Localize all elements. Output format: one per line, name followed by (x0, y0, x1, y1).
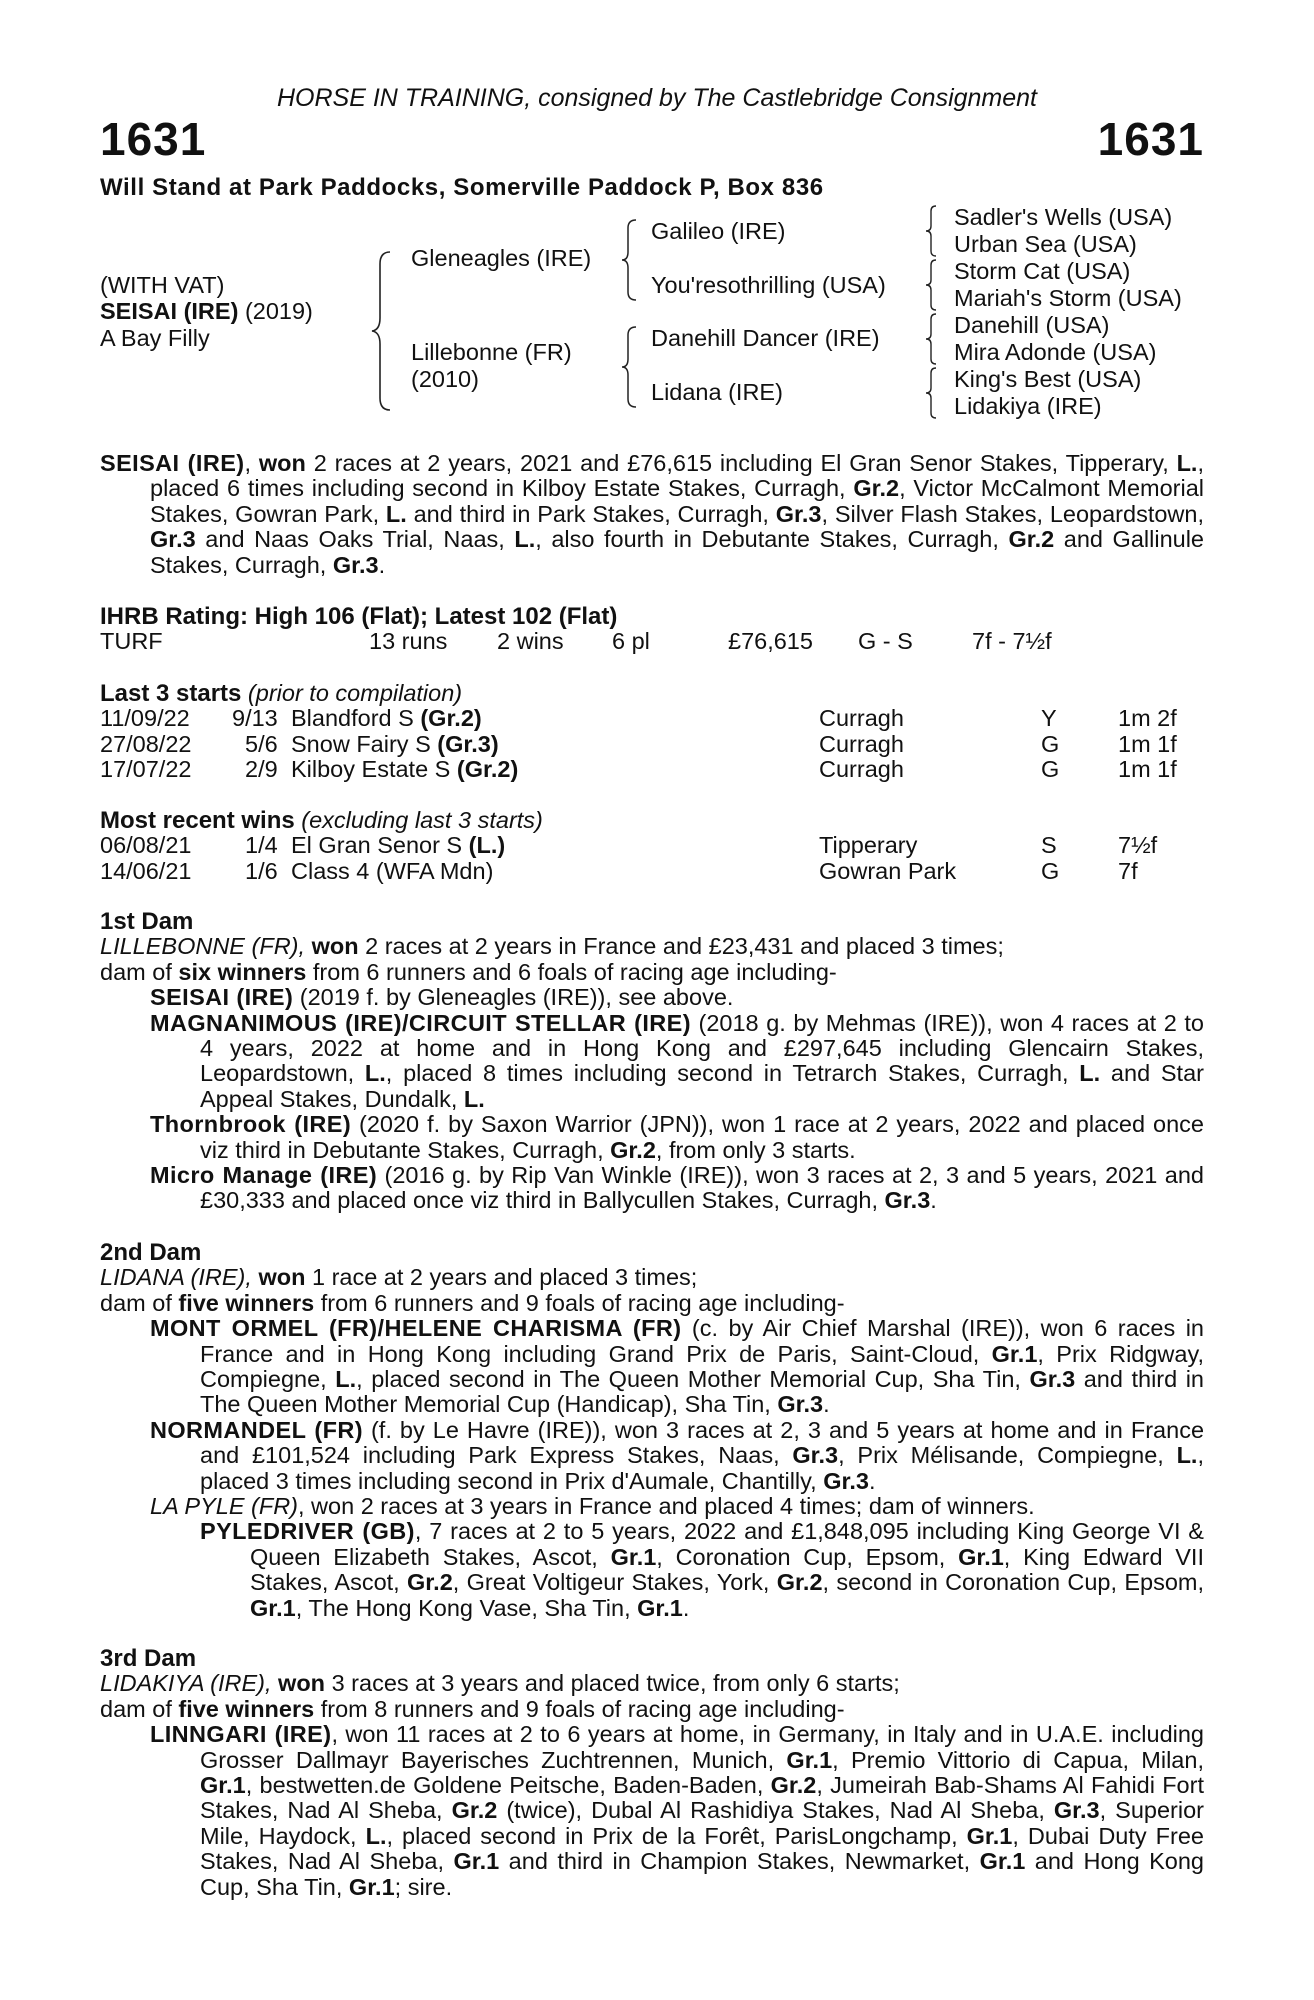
grade: L. (385, 500, 407, 527)
race-going: S (1041, 832, 1057, 859)
race-date: 11/09/22 (100, 705, 190, 732)
summary-text: and Naas Oaks Trial, Naas, (195, 526, 515, 553)
distance-range: 7f - 7½f (972, 628, 1052, 655)
race-position: 1/4 (245, 832, 278, 859)
race-name: Class 4 (WFA Mdn) (291, 857, 494, 884)
race-course: Tipperary (819, 832, 918, 859)
dam-sire: Danehill Dancer (IRE) (651, 325, 880, 351)
race-course: Curragh (819, 756, 904, 783)
table-row (100, 757, 1204, 782)
sire-brace (620, 218, 638, 302)
grade: L. (1176, 450, 1198, 476)
produce-entry: Micro Manage (IRE) (2016 g. by Rip Van Winkle (IRE)), won 3 races at 2, 3 and 5 years, 2021 and £30,333 and placed once viz third in Ballycullen Stakes, Curragh, Gr.3. (150, 1162, 1204, 1214)
runs: 13 runs (369, 628, 448, 655)
lot-number-left: 1631 (100, 113, 207, 165)
dam-name: LIDANA (IRE) (100, 1264, 246, 1291)
horse-name-line (100, 298, 313, 325)
race-date: 14/06/21 (100, 857, 192, 884)
sire-dam: You'resothrilling (USA) (651, 272, 886, 298)
summary-text: , Victor McCalmont Memorial Stakes, Gowran Park, (150, 475, 1204, 527)
first-dam-section (100, 909, 1204, 1214)
summary-horse-name: SEISAI (IRE) (100, 450, 245, 476)
second-dam-section (100, 1240, 1204, 1621)
race-date: 06/08/21 (100, 832, 192, 859)
dam-name: LILLEBONNE (FR) (100, 933, 299, 960)
racing-summary (100, 451, 1204, 578)
race-name: Kilboy Estate S (Gr.2) (291, 756, 519, 783)
produce-name: MONT ORMEL (FR)/HELENE CHARISMA (FR) (150, 1315, 682, 1342)
produce-entry: SEISAI (IRE) (2019 f. by Gleneagles (IRE)), see above. (150, 984, 734, 1011)
race-date: 17/07/22 (100, 756, 192, 783)
race-date: 27/08/22 (100, 730, 192, 757)
sire: Gleneagles (IRE) (411, 245, 592, 271)
sire-sire: Galileo (IRE) (651, 218, 786, 244)
race-going: G (1041, 857, 1060, 884)
second-dam-line: LIDANA (IRE), won 1 race at 2 years and placed 3 times; (100, 1264, 698, 1291)
recent-note: (excluding last 3 starts) (294, 807, 543, 833)
most-recent-wins (100, 808, 1204, 884)
ds-sire: Danehill (USA) (954, 312, 1110, 338)
earnings: £76,615 (728, 628, 813, 655)
last-3-starts (100, 681, 1204, 783)
race-going: G (1041, 756, 1060, 783)
race-name: Blandford S (Gr.2) (291, 705, 482, 732)
sd-brace (924, 258, 938, 312)
dam-year: (2010) (411, 366, 479, 392)
race-distance: 1m 1f (1118, 756, 1177, 783)
race-distance: 7½f (1118, 832, 1158, 859)
race-position: 2/9 (245, 756, 278, 783)
summary-paragraph: SEISAI (IRE), won 2 races at 2 years, 2021 and £76,615 including El Gran Senor Stakes, Tipperary, L., placed 6 times including second in Kilboy Estate Stakes, Curragh, Gr.2, Victor McCalmont Memorial Stakes, Gowran Park, L. and third in Park Stakes, Curragh, Gr.3, Silver Flash Stakes, Leopardstown, Gr.3 and Naas Oaks Trial, Naas, L., also fourth in Debutante Stakes, Curragh, Gr.2 and Gallinule Stakes, Curragh, Gr.3. (100, 450, 1204, 578)
produce-name: SEISAI (IRE) (150, 984, 294, 1011)
produce-entry: LINNGARI (IRE), won 11 races at 2 to 6 years at home, in Germany, in Italy and in U.A.E. including Grosser Dallmayr Bayerisches Zuchtrennen, Munich, Gr.1, Premio Vittorio di Capua, Milan, Gr.1, bestwetten.de Goldene Peitsche, Baden-Baden, Gr.2, Jumeirah Bab-Shams Al Fahidi Fort Stakes, Nad Al Sheba, Gr.2 (twice), Dubal Al Rashidiya Stakes, Nad Al Sheba, Gr.3, Superior Mile, Haydock, L., placed second in Prix de la Forêt, ParisLongchamp, Gr.1, Dubai Duty Free Stakes, Nad Al Sheba, Gr.1 and third in Champion Stakes, Newmarket, Gr.1 and Hong Kong Cup, Sha Tin, Gr.1; sire. (150, 1721, 1205, 1900)
table-row (100, 706, 1204, 731)
wins: 2 wins (497, 628, 564, 655)
race-name: Snow Fairy S (Gr.3) (291, 730, 499, 757)
turf-record (100, 629, 1204, 654)
ss-brace (924, 204, 938, 258)
third-dam-line: LIDAKIYA (IRE), won 3 races at 3 years and placed twice, from only 6 starts; (100, 1670, 900, 1697)
race-distance: 1m 1f (1118, 730, 1177, 757)
won-label: won (311, 933, 359, 960)
second-dam-title: 2nd Dam (100, 1239, 202, 1266)
dam-dam: Lidana (IRE) (651, 379, 783, 405)
produce-entry: NORMANDEL (FR) (f. by Le Havre (IRE)), won 3 races at 2, 3 and 5 years at home and in France and £101,524 including Park Express Stakes, Naas, Gr.3, Prix Mélisande, Compiegne, L., placed 3 times including second in Prix d'Aumale, Chantilly, Gr.3. (150, 1416, 1205, 1494)
race-course: Gowran Park (819, 857, 957, 884)
summary-text: , Silver Flash Stakes, Leopardstown, (821, 500, 1204, 527)
race-distance: 1m 2f (1118, 705, 1177, 732)
surface: TURF (100, 628, 163, 655)
produce-name: Micro Manage (IRE) (150, 1162, 378, 1189)
race-position: 5/6 (245, 730, 278, 757)
third-dam-section (100, 1646, 1204, 1900)
race-name: El Gran Senor S (L.) (291, 832, 506, 859)
ss-dam: Urban Sea (USA) (954, 231, 1137, 257)
race-position: 9/13 (232, 705, 278, 732)
summary-text: and Gallinule Stakes, Curragh, (150, 526, 1204, 578)
rating-section (100, 604, 1204, 655)
vat-note: (WITH VAT) (100, 272, 225, 298)
produce-name: Thornbrook (IRE) (150, 1111, 352, 1138)
third-dam-produce-line: dam of five winners from 8 runners and 9 foals of racing age including- (100, 1695, 845, 1722)
dam-name: LIDAKIYA (IRE) (100, 1670, 265, 1697)
grade: Gr.2 (1008, 526, 1055, 553)
summary-text: . (378, 551, 386, 578)
third-dam-title: 3rd Dam (100, 1645, 197, 1672)
race-course: Curragh (819, 705, 904, 732)
won-label: won (278, 1670, 326, 1697)
produce-entry: PYLEDRIVER (GB), 7 races at 2 to 5 years, 2022 and £1,848,095 including King George VI & Queen Elizabeth Stakes, Ascot, Gr.1, Coronation Cup, Epsom, Gr.1, King Edward VII Stakes, Ascot, Gr.2, Great Voltigeur Stakes, York, Gr.2, second in Coronation Cup, Epsom, Gr.1, The Hong Kong Vase, Sha Tin, Gr.1. (200, 1518, 1205, 1621)
produce-name: LA PYLE (FR) (150, 1493, 298, 1520)
first-dam-title: 1st Dam (100, 908, 194, 935)
lot-number-right: 1631 (1097, 113, 1204, 165)
ss-sire: Sadler's Wells (USA) (954, 204, 1173, 230)
horse-name: SEISAI (IRE) (100, 298, 239, 324)
consignment-heading: HORSE IN TRAINING, consigned by The Castlebridge Consignment (276, 84, 1038, 112)
table-row (100, 859, 1204, 884)
horse-description: A Bay Filly (100, 325, 210, 351)
last3-note: (prior to compilation) (241, 680, 463, 706)
first-dam-produce-line: dam of six winners from 6 runners and 6 foals of racing age including- (100, 958, 837, 985)
second-dam-produce-line: dam of five winners from 6 runners and 9 foals of racing age including- (100, 1289, 845, 1316)
stand-location: Will Stand at Park Paddocks, Somerville Paddock P, Box 836 (100, 174, 824, 201)
produce-name: LINNGARI (IRE) (150, 1721, 332, 1748)
dd-brace (924, 366, 938, 420)
going-range: G - S (858, 628, 913, 655)
race-going: Y (1041, 705, 1057, 732)
produce-entry: Thornbrook (IRE) (2020 f. by Saxon Warrior (JPN)), won 1 race at 2 years, 2022 and placed once viz third in Debutante Stakes, Curragh, Gr.2, from only 3 starts. (150, 1111, 1204, 1163)
dam-brace (620, 325, 638, 409)
grade: Gr.2 (853, 475, 900, 502)
summary-text: , also fourth in Debutante Stakes, Curragh, (535, 526, 1009, 553)
produce-entry: LA PYLE (FR), won 2 races at 3 years in France and placed 4 times; dam of winners. (150, 1493, 1035, 1520)
produce-entry: MONT ORMEL (FR)/HELENE CHARISMA (FR) (c. by Air Chief Marshal (IRE)), won 6 races in France and in Hong Kong including Grand Prix de Paris, Saint-Cloud, Gr.1, Prix Ridgway, Compiegne, L., placed second in The Queen Mother Memorial Cup, Sha Tin, Gr.3 and third in The Queen Mother Memorial Cup (Handicap), Sha Tin, Gr.3. (150, 1315, 1205, 1418)
horse-year: (2019) (238, 298, 313, 324)
ds-dam: Mira Adonde (USA) (954, 339, 1157, 365)
ds-brace (924, 312, 938, 366)
produce-name: MAGNANIMOUS (IRE)/CIRCUIT STELLAR (IRE) (150, 1009, 691, 1036)
placed: 6 pl (612, 628, 650, 655)
dd-dam: Lidakiya (IRE) (954, 393, 1102, 419)
summary-text: , placed 6 times including second in Kilboy Estate Stakes, Curragh, (150, 450, 1204, 502)
grade: L. (514, 526, 536, 553)
grade: Gr.3 (150, 526, 196, 553)
sd-sire: Storm Cat (USA) (954, 258, 1131, 284)
summary-won: won (258, 450, 306, 476)
rating-title: IHRB Rating: High 106 (Flat); Latest 102 (Flat) (100, 603, 618, 630)
race-course: Curragh (819, 730, 904, 757)
table-row (100, 732, 1204, 757)
won-label: won (258, 1264, 306, 1291)
table-row (100, 833, 1204, 858)
recent-title: Most recent wins (100, 807, 295, 834)
summary-text: and third in Park Stakes, Curragh, (406, 500, 776, 527)
grade: Gr.3 (775, 500, 822, 527)
produce-name: PYLEDRIVER (GB) (200, 1518, 415, 1545)
summary-text: 2 races at 2 years, 2021 and £76,615 including El Gran Senor Stakes, Tipperary, (305, 450, 1177, 476)
dd-sire: King's Best (USA) (954, 366, 1142, 392)
grade: Gr.3 (332, 551, 379, 578)
pedigree-brace (370, 250, 392, 412)
first-dam-line: LILLEBONNE (FR), won 2 races at 2 years in France and £23,431 and placed 3 times; (100, 933, 1004, 960)
race-distance: 7f (1118, 857, 1138, 884)
produce-entry: MAGNANIMOUS (IRE)/CIRCUIT STELLAR (IRE) (2018 g. by Mehmas (IRE)), won 4 races at 2 to 4 years, 2022 at home and in Hong Kong and £297,645 including Glencairn Stakes, Leopardstown, L., placed 8 times including second in Tetrarch Stakes, Curragh, L. and Star Appeal Stakes, Dundalk, L. (150, 1009, 1204, 1112)
last3-title: Last 3 starts (100, 680, 242, 707)
dam: Lillebonne (FR) (411, 339, 572, 365)
sd-dam: Mariah's Storm (USA) (954, 285, 1182, 311)
race-going: G (1041, 730, 1060, 757)
produce-name: NORMANDEL (FR) (150, 1416, 363, 1443)
race-position: 1/6 (245, 857, 278, 884)
